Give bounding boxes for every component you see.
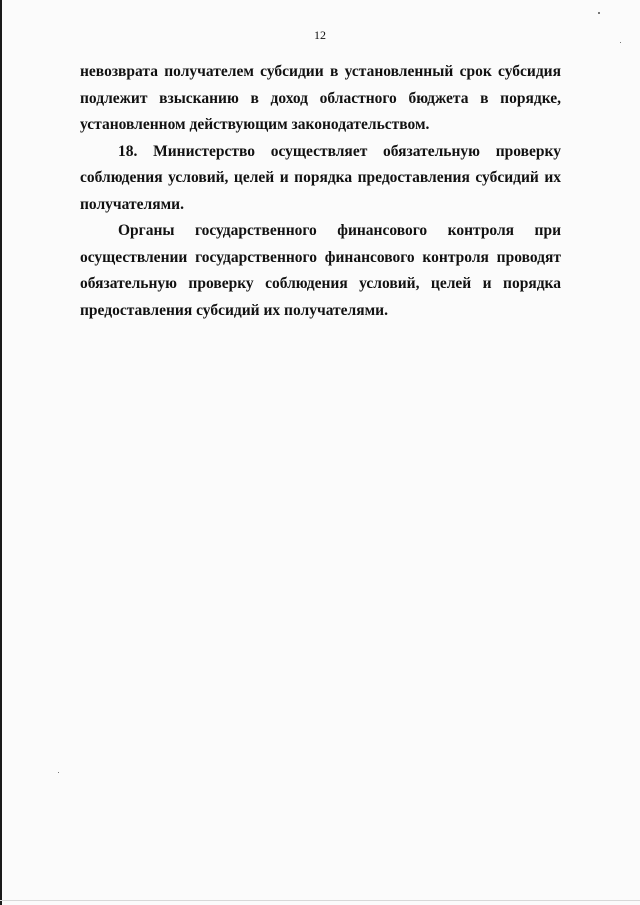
page-edge-left bbox=[0, 0, 2, 905]
scan-speck bbox=[598, 12, 600, 14]
paragraph-continuation: невозврата получателем субсидии в установленный срок субсидия подлежит взысканию в доход областного бюджета в порядке, установленном действующим законодательством. bbox=[80, 63, 561, 133]
page-number: 12 bbox=[314, 28, 326, 42]
paragraph-item-18: 18. Министерство осуществляет обязательную проверку соблюдения условий, целей и порядка предоставления субсидий их получателями. bbox=[80, 142, 561, 213]
scan-speck bbox=[58, 772, 59, 773]
page-edge-bottom bbox=[0, 900, 640, 901]
document-body bbox=[80, 59, 561, 324]
scan-speck bbox=[620, 42, 621, 43]
paragraph-control-bodies: Органы государственного финансового контроля при осуществлении государственного финансового контроля проводят обязательную проверку соблюдения условий, целей и порядка предоставления субсидий их получателями. bbox=[80, 222, 561, 319]
